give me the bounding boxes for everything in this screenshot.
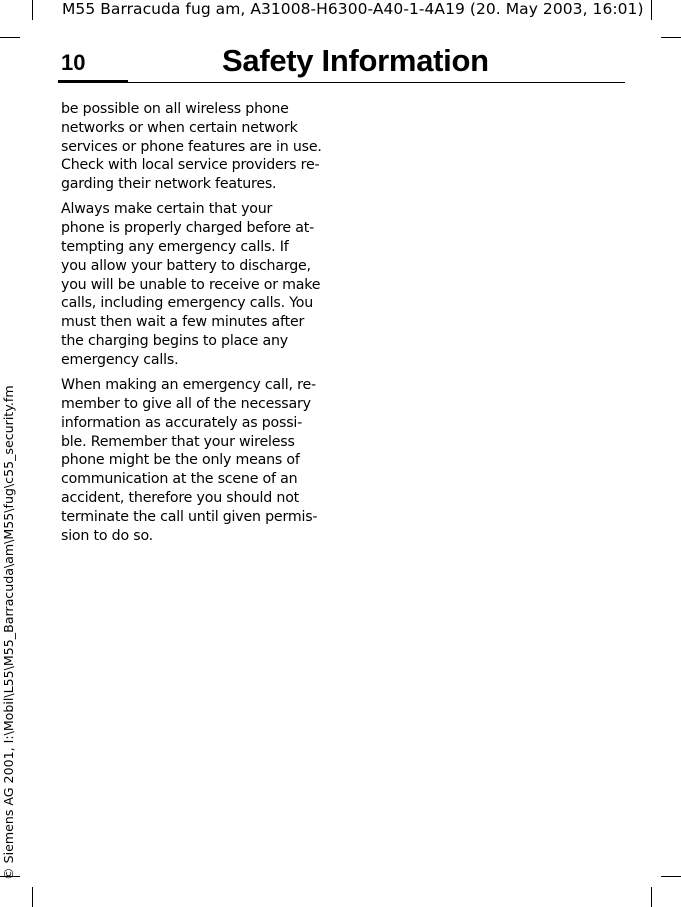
text-line: calls, including emergency calls. You <box>61 295 314 312</box>
text-line: garding their network features. <box>61 176 277 193</box>
page-title: Safety Information <box>222 43 489 78</box>
heading-rule <box>128 82 625 83</box>
text-line: ble. Remember that your wireless <box>61 433 295 450</box>
text-line: you allow your battery to discharge, <box>61 257 311 274</box>
text-line: networks or when certain network <box>61 119 298 136</box>
text-line: be possible on all wireless phone <box>61 101 289 117</box>
text-line: member to give all of the necessary <box>61 395 311 412</box>
text-line: Check with local service providers re- <box>61 157 320 174</box>
text-line: phone might be the only means of <box>61 452 300 469</box>
crop-mark-bottom-right-vertical <box>651 887 652 907</box>
paragraph-battery-charge <box>61 200 329 369</box>
text-line: phone is properly charged before at- <box>61 220 315 237</box>
paragraph-network-features <box>61 100 329 194</box>
text-line: the charging begins to place any <box>61 333 289 350</box>
text-line: you will be unable to receive or make <box>61 276 321 293</box>
text-line: emergency calls. <box>61 351 179 368</box>
text-line: must then wait a few minutes after <box>61 314 305 331</box>
file-info-header: M55 Barracuda fug am, A31008-H6300-A40-1-4A19 (20. May 2003, 16:01) <box>62 0 644 18</box>
crop-mark-top-left-horizontal <box>0 37 20 38</box>
text-line: accident, therefore you should not <box>61 489 300 506</box>
text-line: When making an emergency call, re- <box>61 377 316 394</box>
text-line: services or phone features are in use. <box>61 138 322 155</box>
crop-mark-bottom-left-vertical <box>32 887 33 907</box>
paragraph-emergency-call <box>61 376 329 545</box>
text-line: tempting any emergency calls. If <box>61 239 289 256</box>
text-line: terminate the call until given permis- <box>61 508 318 525</box>
body-text-column <box>61 100 329 552</box>
crop-mark-top-left-vertical <box>32 0 33 20</box>
heading-rule-thick <box>58 80 128 83</box>
text-line: sion to do so. <box>61 527 153 544</box>
text-line: Always make certain that your <box>61 201 273 218</box>
crop-mark-bottom-right-horizontal <box>661 876 681 877</box>
crop-mark-top-right-vertical <box>651 0 652 20</box>
page-number: 10 <box>61 50 86 75</box>
crop-mark-top-right-horizontal <box>661 37 681 38</box>
text-line: communication at the scene of an <box>61 471 298 488</box>
text-line: information as accurately as possi- <box>61 414 303 431</box>
copyright-side-note <box>1 350 17 880</box>
copyright-file-path: © Siemens AG 2001, I:\Mobil\L55\M55_Barracuda\am\M55\fug\c55_security.fm <box>1 385 16 880</box>
